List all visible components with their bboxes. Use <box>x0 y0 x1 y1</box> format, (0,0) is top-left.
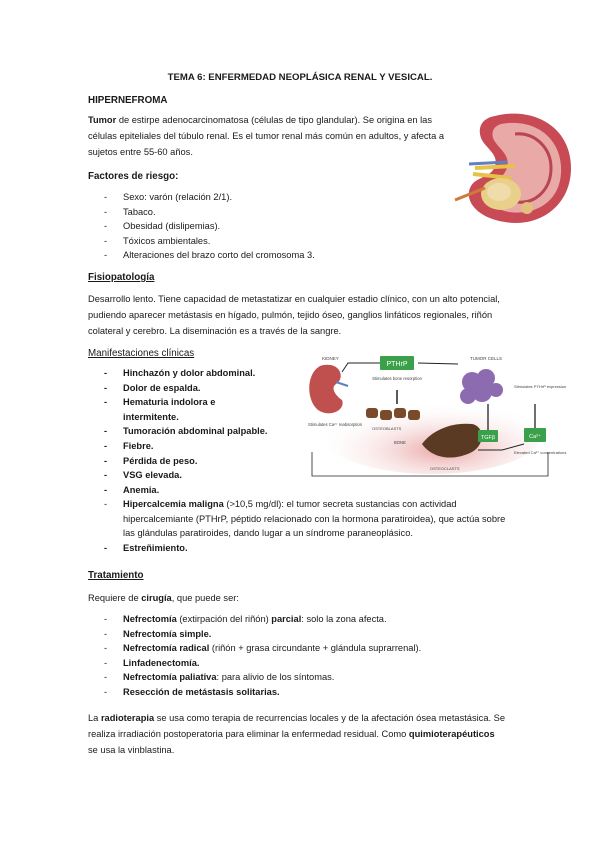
quimio-term: quimioterapéuticos <box>408 729 495 739</box>
tratamiento-intro <box>88 590 239 606</box>
list-item: - Dolor de espalda. <box>104 381 267 396</box>
list-item: - Hinchazón y dolor abdominal. <box>104 366 267 381</box>
radioterapia-term: radioterapia <box>100 713 155 723</box>
list-item <box>104 627 421 642</box>
item-bold: Nefrectomía simple. <box>123 628 212 639</box>
para-text: La <box>88 713 101 723</box>
para-text: se usa como terapia de recurrencias locales y de la afectación ósea metastásica. Se realiza irradiación postoperatoria para eliminar la enfermedad residual. Como <box>88 713 506 739</box>
list-item: - Alteraciones del brazo corto del cromosoma 3. <box>104 248 315 263</box>
pthrp-box-label: PTHrP <box>386 361 408 368</box>
fisiopatologia-heading: Fisiopatología <box>88 272 155 283</box>
tratamiento-intro-a: Requiere de <box>88 593 142 603</box>
hypercalcemia-mechanism-figure <box>302 352 567 478</box>
item-text: (extirpación del riñón) <box>176 614 272 624</box>
list-item <box>104 612 421 627</box>
risk-list <box>104 190 315 263</box>
list-item: - Hematuria indolora e <box>104 395 267 410</box>
para-text: se usa la vinblastina. <box>88 745 175 755</box>
hipercalcemia-text: (>10,5 mg/dl): el tumor secreta sustancias con actividad hipercalcemiante (PTHrP, péptido relacionado con la hormona paratiroidea), que actúa sobre las glándulas paratiroides, dando lugar a un síndrome paraneoplásico. <box>123 499 506 539</box>
list-item: - Tabaco. <box>104 205 315 220</box>
item-bold: Nefrectomía <box>123 614 177 624</box>
osteoclasts-label: OSTEOCLASTS <box>430 466 460 471</box>
intro-paragraph <box>88 112 450 160</box>
osteoblasts-label: OSTEOBLASTS <box>372 426 402 431</box>
list-item: - Pérdida de peso. <box>104 454 267 469</box>
list-item: - Fiebre. <box>104 439 267 454</box>
calcium-box-label: Ca²⁺ <box>529 434 541 440</box>
risk-heading: Factores de riesgo: <box>88 171 179 182</box>
item-text: : solo la zona afecta. <box>301 614 387 624</box>
item-bold: Nefrectomía paliativa <box>123 672 217 683</box>
manifestaciones-heading: Manifestaciones clínicas <box>88 348 195 359</box>
page-title: TEMA 6: ENFERMEDAD NEOPLÁSICA RENAL Y VESICAL. <box>167 72 433 83</box>
manifestaciones-list-end <box>104 541 188 556</box>
list-item <box>104 670 421 685</box>
pthrp-expression-label: Stimulates PTHrP expression <box>514 384 567 389</box>
item-bold: Nefrectomía radical <box>123 643 210 654</box>
tumor-cells-label: TUMOR CELLS <box>470 356 503 361</box>
list-item: - Tóxicos ambientales. <box>104 234 315 249</box>
hipercalcemia-term: Hipercalcemia maligna <box>123 499 224 509</box>
list-item: - Sexo: varón (relación 2/1). <box>104 190 315 205</box>
list-item: - Estreñimiento. <box>104 541 188 556</box>
tratamiento-heading: Tratamiento <box>88 570 144 581</box>
item-bold: parcial <box>271 614 302 624</box>
list-item: - Anemia. <box>104 483 267 498</box>
list-item-continued: intermitente. <box>123 411 179 422</box>
bullet-dash: - <box>104 499 108 509</box>
list-item: - VSG elevada. <box>104 468 267 483</box>
hipercalcemia-item <box>104 497 512 541</box>
intro-text: de estirpe adenocarcinomatosa (células de tipo glandular). Se origina en las células epiteliales del túbulo renal. Es el tumor renal más común en adultos, y afecta a sujetos entre 55-60 años. <box>88 115 445 157</box>
tratamiento-intro-bold: cirugía <box>141 593 172 603</box>
fisiopatologia-text: Desarrollo lento. Tiene capacidad de metastatizar en cualquier estadio clínico, con un alto potencial, pudiendo aparecer metástasis en hígado, pulmón, tejido óseo, ganglios linfáticos regionales, riñón colateral y cerebro. La diseminación es a través de la sangre. <box>88 294 500 336</box>
list-item <box>104 656 421 671</box>
list-item: - Tumoración abdominal palpable. <box>104 424 267 439</box>
item-bold: Resección de metástasis solitarias. <box>123 686 280 697</box>
list-item <box>104 641 421 656</box>
list-item: - Obesidad (dislipemias). <box>104 219 315 234</box>
tratamiento-list <box>104 612 421 700</box>
radioterapia-paragraph <box>88 710 506 758</box>
bone-resorption-label: Stimulates bone resorption <box>372 376 422 381</box>
item-text: (riñón + grasa circundante + glándula suprarrenal). <box>209 643 422 654</box>
tratamiento-intro-b: , que puede ser: <box>171 593 239 603</box>
bone-label: BONE <box>394 440 406 445</box>
elevated-calcium-label: Elevated Ca²⁺ concentrations <box>514 450 567 455</box>
item-text: : para alivio de los síntomas. <box>216 672 335 683</box>
manifestaciones-list <box>104 366 267 497</box>
item-bold: Linfadenectomía. <box>123 657 200 668</box>
kidney-label: KIDNEY <box>322 356 339 361</box>
intro-term: Tumor <box>88 115 117 125</box>
kidney-stimulates-label: Stimulates Ca²⁺ reabsorption <box>308 422 363 427</box>
tgfb-box-label: TGFβ <box>480 435 496 441</box>
section-heading-hipernefroma: HIPERNEFROMA <box>88 95 168 106</box>
kidney-tumor-illustration <box>455 108 575 228</box>
list-item <box>104 685 421 700</box>
